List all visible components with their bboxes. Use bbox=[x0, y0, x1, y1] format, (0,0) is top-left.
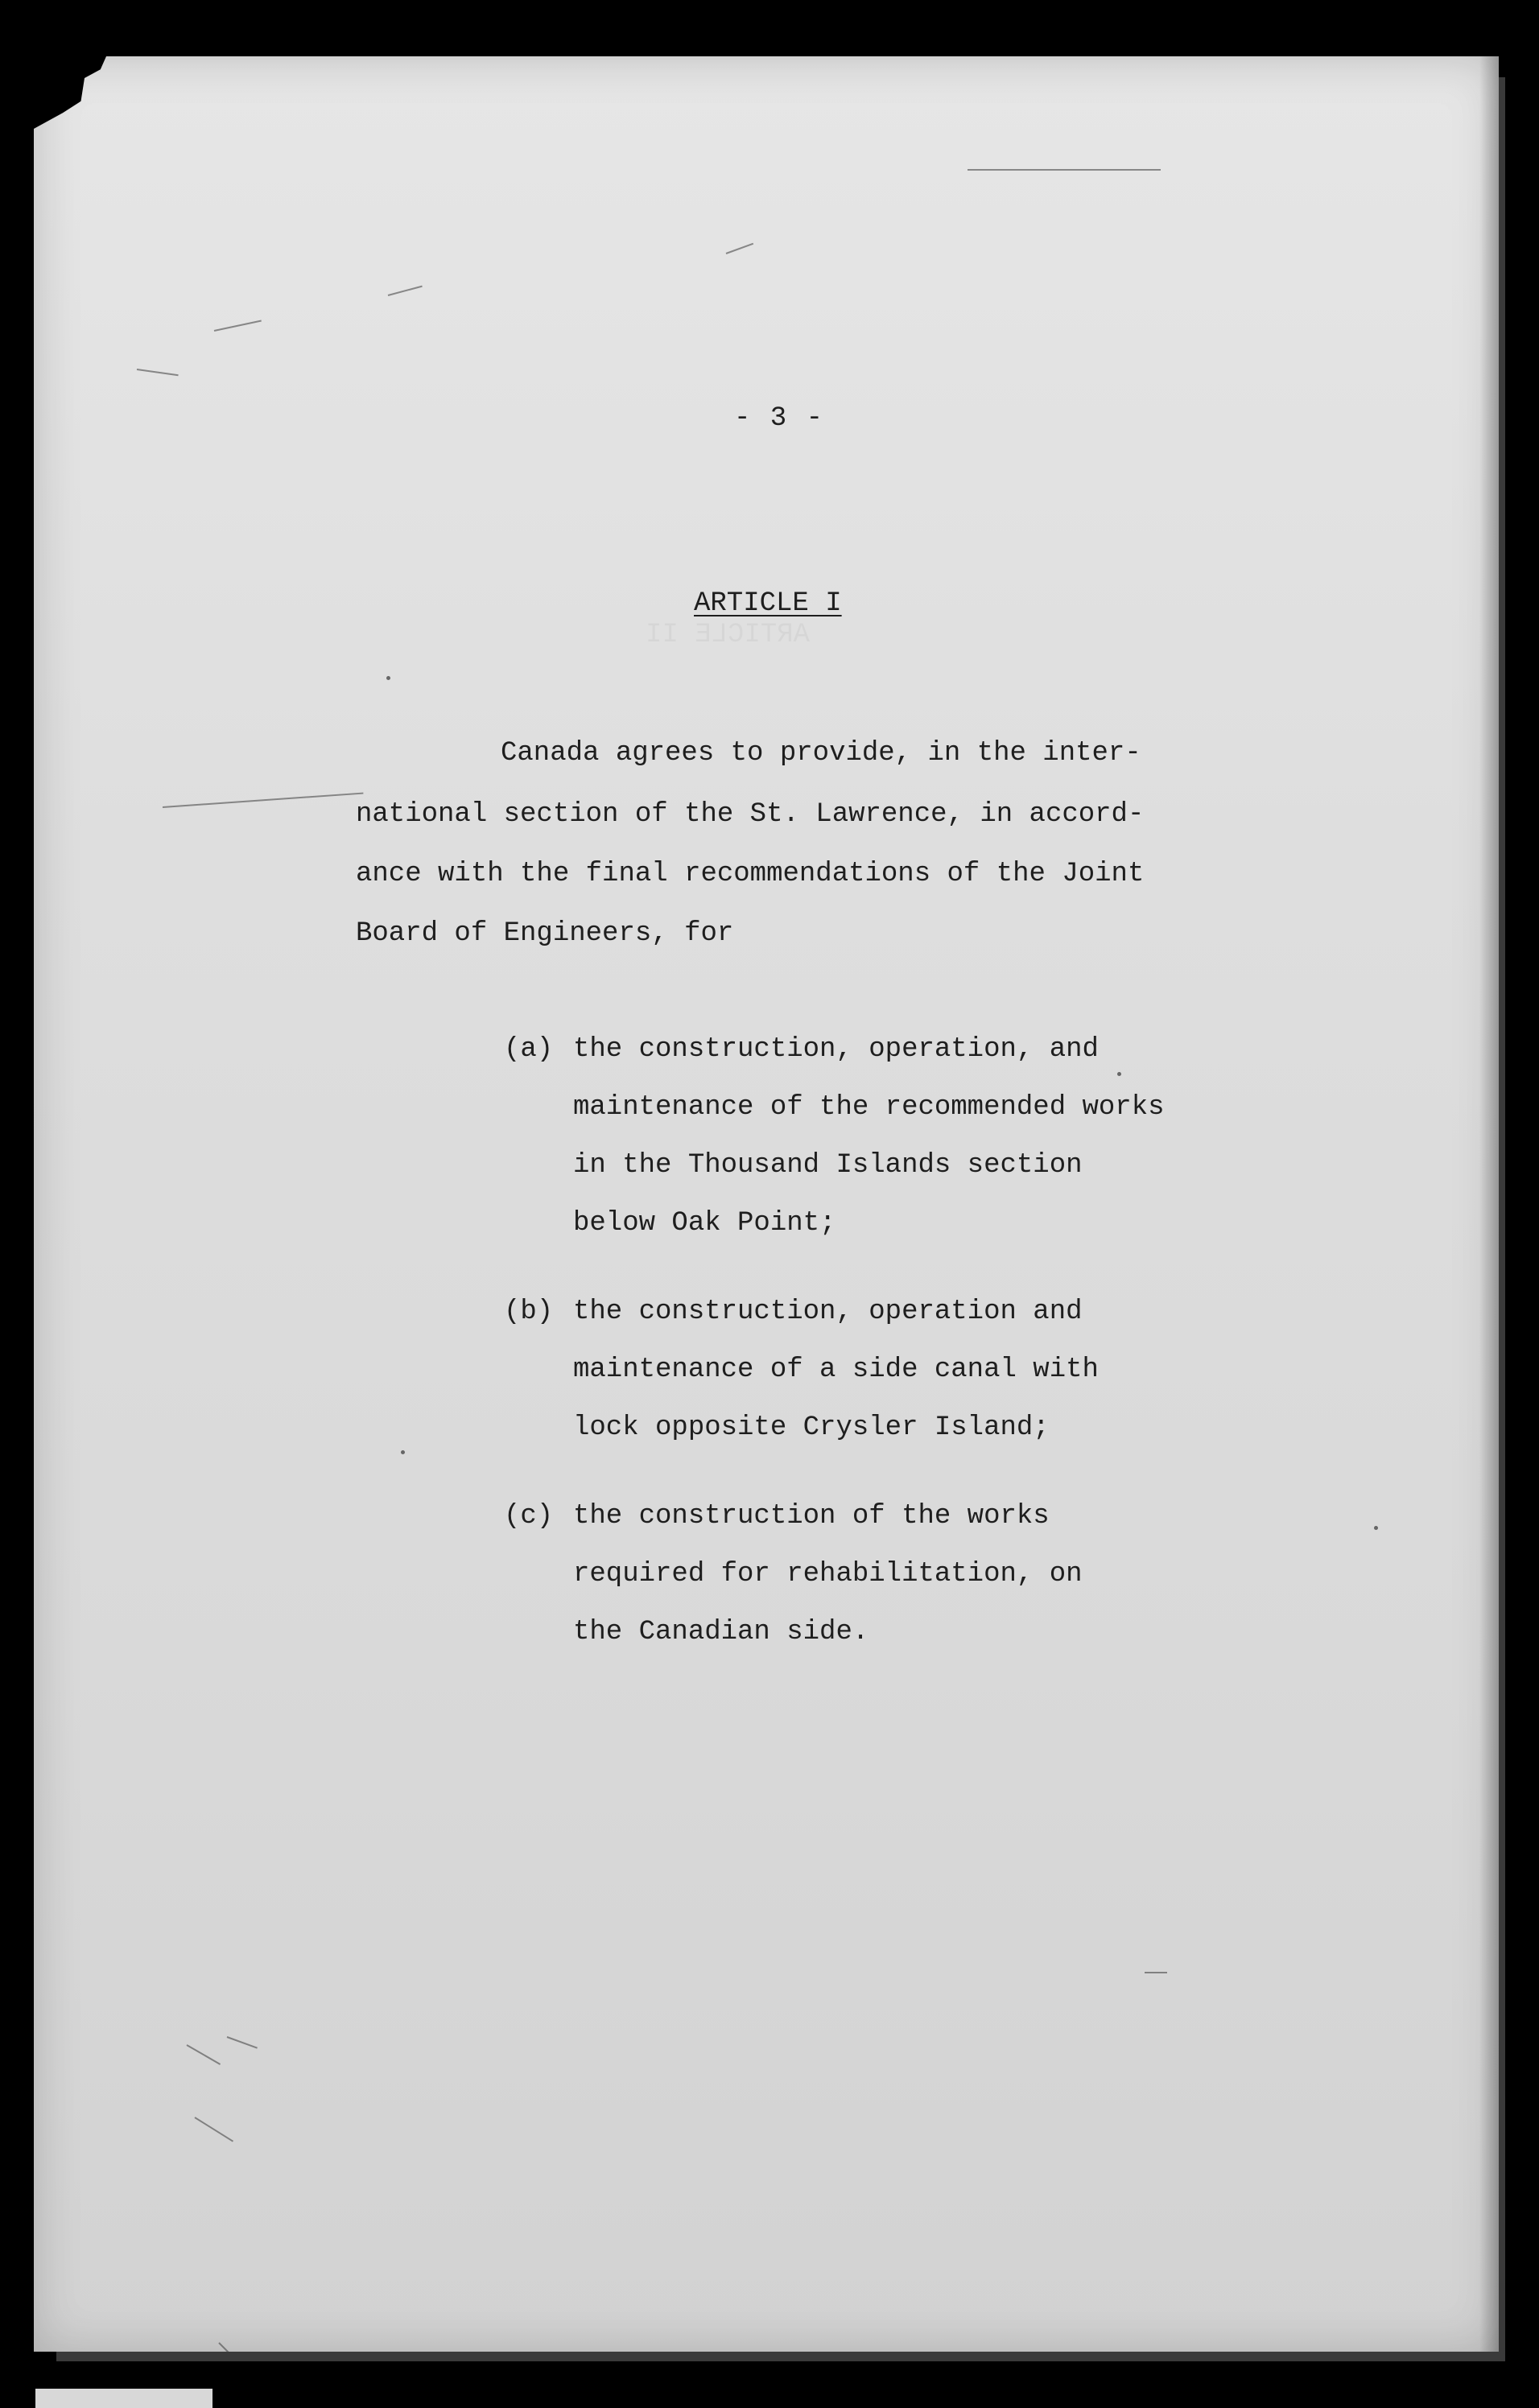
list-item-c-line: required for rehabilitation, on bbox=[573, 1559, 1083, 1590]
torn-corner bbox=[34, 56, 106, 129]
list-marker-b: (b) bbox=[504, 1297, 554, 1327]
page-number: - 3 - bbox=[734, 403, 825, 434]
scan-mark bbox=[968, 169, 1161, 171]
scan-mark bbox=[1145, 1972, 1167, 1973]
paragraph-line: Board of Engineers, for bbox=[356, 918, 734, 949]
scan-mark bbox=[187, 2044, 221, 2065]
list-item-c-line: the Canadian side. bbox=[573, 1617, 869, 1647]
list-item-a-line: maintenance of the recommended works bbox=[573, 1092, 1165, 1123]
scan-mark bbox=[163, 793, 364, 808]
list-marker-c: (c) bbox=[504, 1501, 554, 1532]
list-item-b-line: maintenance of a side canal with bbox=[573, 1354, 1099, 1385]
speck bbox=[401, 1450, 405, 1454]
scan-mark bbox=[227, 2036, 258, 2049]
speck bbox=[1374, 1526, 1378, 1530]
paragraph-line: ance with the final recommendations of the Joint bbox=[356, 859, 1145, 889]
page-edge bbox=[1479, 56, 1499, 2352]
scanner-label-strip bbox=[35, 2389, 212, 2408]
list-item-b-line: lock opposite Crysler Island; bbox=[573, 1412, 1050, 1443]
article-heading: ARTICLE I bbox=[694, 588, 842, 619]
list-item-a-line: in the Thousand Islands section bbox=[573, 1150, 1083, 1181]
scan-mark bbox=[388, 286, 423, 296]
scan-mark bbox=[137, 369, 179, 376]
speck bbox=[386, 676, 390, 680]
scan-mark bbox=[214, 320, 262, 332]
paragraph-line: Canada agrees to provide, in the inter- bbox=[501, 738, 1141, 769]
list-item-a-line: below Oak Point; bbox=[573, 1208, 836, 1239]
bleed-through bbox=[646, 620, 810, 650]
list-item-b-line: the construction, operation and bbox=[573, 1297, 1083, 1327]
document-page bbox=[34, 56, 1499, 2352]
scan-mark bbox=[194, 2117, 233, 2142]
scan-mark bbox=[218, 2342, 237, 2352]
paragraph-line: national section of the St. Lawrence, in accord- bbox=[356, 799, 1145, 830]
list-marker-a: (a) bbox=[504, 1034, 554, 1065]
scan-mark bbox=[726, 243, 754, 254]
speck bbox=[1117, 1072, 1121, 1076]
list-item-a-line: the construction, operation, and bbox=[573, 1034, 1099, 1065]
list-item-c-line: the construction of the works bbox=[573, 1501, 1050, 1532]
